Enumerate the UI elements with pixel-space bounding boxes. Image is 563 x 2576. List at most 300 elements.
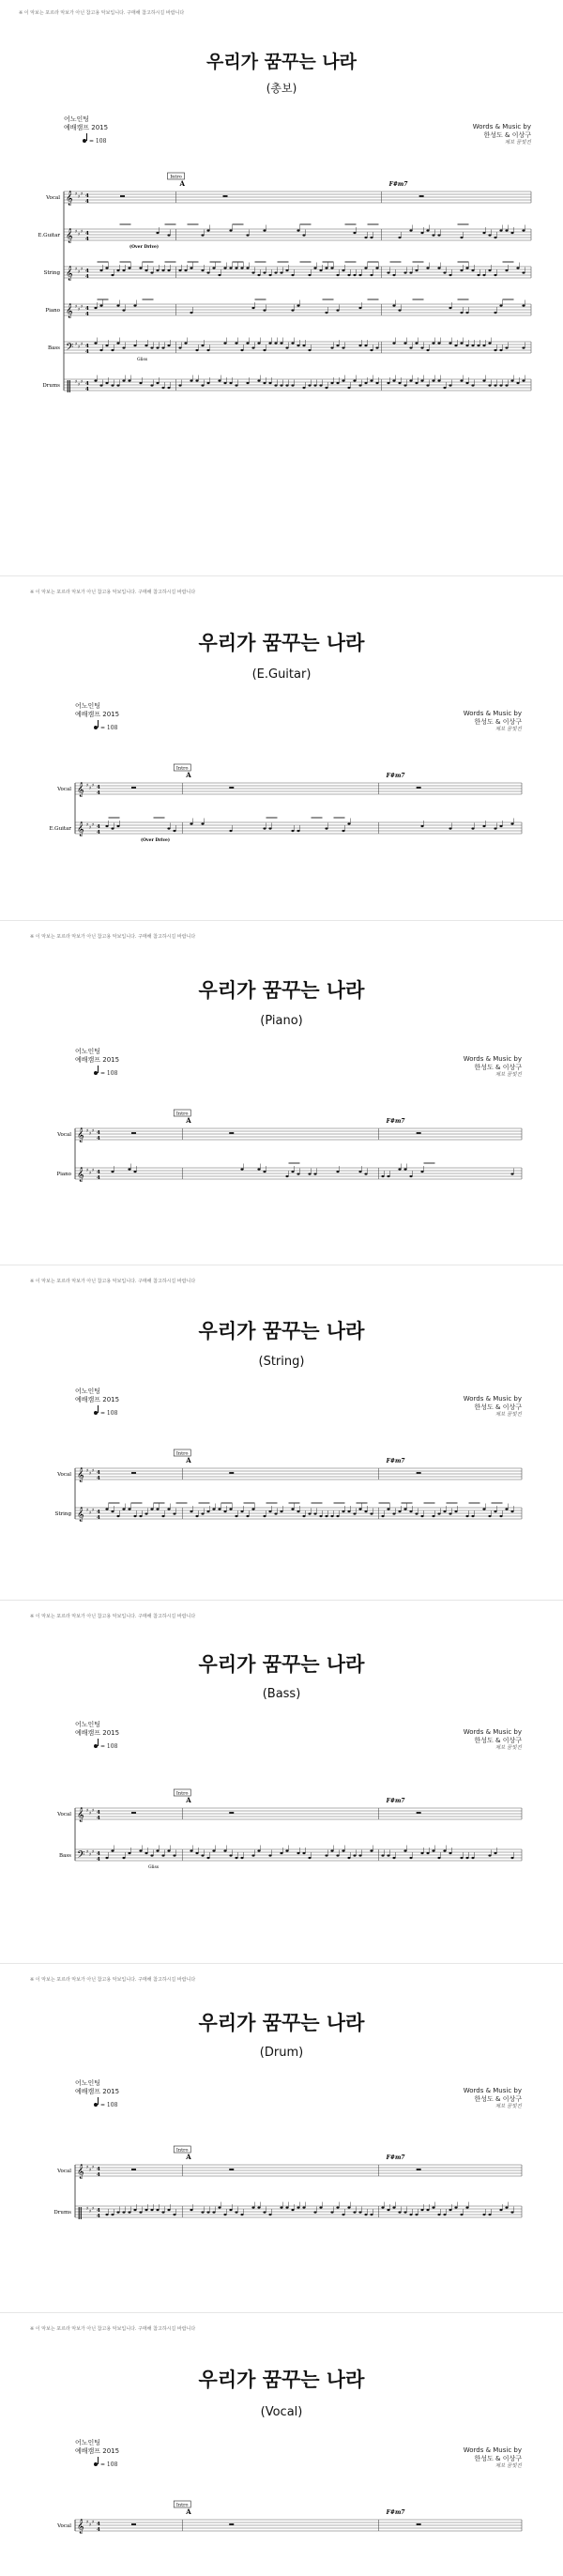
sharp-icon: ♯ [75, 192, 78, 197]
note-head [336, 274, 339, 276]
quarter-note-icon [94, 1071, 98, 1075]
note-head [122, 379, 125, 381]
note-head [403, 1168, 406, 1170]
arranger: 채보 꿈빛진 [495, 1745, 522, 1751]
song-title: 우리가 꿈꾸는 나라 [198, 632, 365, 654]
time-signature: 4 [97, 1816, 100, 1821]
note-head [308, 349, 311, 351]
sharp-icon: ♯ [89, 1811, 92, 1817]
note-head [240, 2214, 243, 2216]
note-head [229, 2209, 232, 2211]
note-head [99, 269, 102, 271]
tempo-marking [94, 2102, 117, 2108]
copyright-notice: ※ 이 악보는 포르라 악보가 아닌 참고용 악보입니다. 구매해 참고하시길 바랍니다 [30, 1614, 196, 1619]
note-head [415, 2214, 418, 2216]
note-head [358, 1171, 361, 1173]
time-signature: 4 [97, 824, 100, 830]
time-signature: 4 [97, 2527, 100, 2533]
treble-clef-icon: 𝄞 [66, 267, 73, 281]
note-head [319, 269, 322, 271]
treble-clef-icon: ‖ [66, 379, 72, 393]
note-head [510, 1857, 513, 1859]
note-head [150, 1508, 153, 1510]
album-name: 어노인팅 [75, 1388, 101, 1395]
note-head [285, 269, 288, 271]
note-head [325, 1515, 327, 1517]
time-signature: 4 [97, 2208, 100, 2214]
credits-line1: Words & Music by [463, 1055, 522, 1063]
album-info [75, 1388, 119, 1404]
note-head [190, 267, 192, 268]
staff-label: Drums [53, 2210, 71, 2216]
note-head [381, 1515, 384, 1517]
note-head [268, 382, 271, 384]
note-head [409, 2214, 412, 2216]
note-head [257, 2206, 260, 2208]
note-head [111, 274, 114, 276]
svg-text:Intro: Intro [175, 1111, 189, 1117]
note-head [133, 1515, 136, 1517]
note-head [477, 274, 479, 276]
note-head [257, 1168, 260, 1170]
note-head [246, 1515, 249, 1517]
note-head [257, 274, 260, 276]
note-head [370, 379, 373, 381]
sharp-icon: ♯ [89, 1171, 92, 1176]
arranger: 채보 꿈빛진 [495, 1072, 522, 1078]
note-head [156, 1508, 159, 1510]
note-head [223, 342, 226, 344]
time-signature: 4 [97, 785, 100, 790]
note-head [268, 274, 271, 276]
note-head [195, 1515, 198, 1517]
svg-text:Intro: Intro [175, 1450, 189, 1457]
note-head [263, 382, 266, 384]
note-head [251, 1508, 254, 1510]
note-head [308, 1857, 311, 1859]
note-head [494, 1510, 496, 1512]
sharp-icon: ♯ [92, 1508, 95, 1513]
note-head [488, 384, 491, 386]
note-head [454, 2206, 457, 2208]
note-head [263, 309, 266, 311]
sharp-icon: ♯ [75, 342, 78, 347]
note-head [415, 342, 418, 344]
album-name: 어노인팅 [75, 702, 101, 710]
note-head [291, 309, 294, 311]
note-head [358, 1508, 361, 1510]
note-head [285, 384, 288, 386]
note-head [111, 384, 114, 386]
note-head [499, 1515, 502, 1517]
note-head [122, 2211, 125, 2213]
note-head [432, 379, 434, 381]
note-head [336, 2206, 339, 2208]
note-head [353, 1854, 356, 1856]
sharp-icon: ♯ [89, 2522, 92, 2528]
sharp-icon: ♯ [92, 2206, 95, 2212]
arranger: 채보 꿈빛진 [495, 2104, 522, 2109]
time-signature: 4 [97, 1470, 100, 1476]
note-head [274, 342, 277, 344]
note-head [133, 2209, 136, 2211]
note-head [173, 2214, 175, 2216]
album-name: 어노인팅 [75, 1048, 101, 1055]
note-head [449, 342, 451, 344]
note-head [122, 309, 125, 311]
credits-line1: Words & Music by [463, 710, 522, 717]
staff-piano [56, 1163, 522, 1182]
album-year: 예배캠프 2015 [75, 1396, 120, 1403]
note-head [482, 379, 485, 381]
note-head [229, 830, 232, 832]
credits [464, 2087, 522, 2111]
note-head [465, 2206, 468, 2208]
note-head [167, 1508, 170, 1510]
note-head [347, 822, 350, 824]
staff-label: Bass [59, 1853, 71, 1859]
treble-clef-icon: ‖ [77, 2206, 84, 2220]
note-head [133, 1171, 136, 1173]
album-name: 어노인팅 [64, 115, 90, 123]
note-head [94, 342, 97, 344]
rest-icon [417, 2169, 421, 2170]
note-head [494, 384, 496, 386]
note-head [499, 825, 502, 827]
sharp-icon: ♯ [89, 1510, 92, 1516]
note-head [190, 1510, 192, 1512]
tempo-value: = 108 [100, 1743, 118, 1750]
time-signature: 4 [97, 790, 100, 796]
sharp-icon: ♯ [92, 2520, 95, 2525]
note-head [336, 1171, 339, 1173]
note-head [257, 1849, 260, 1851]
note-head [313, 2211, 316, 2213]
note-head [195, 379, 198, 381]
note-head [116, 1515, 119, 1517]
note-head [358, 384, 361, 386]
part-subtitle: (Bass) [262, 1687, 301, 1701]
note-head [522, 346, 525, 348]
note-head [409, 1175, 412, 1177]
chord-symbol: F#m7 [386, 2154, 405, 2161]
note-head [116, 269, 119, 271]
note-head [128, 1508, 130, 1510]
note-head [263, 229, 266, 231]
note-head [364, 345, 367, 346]
note-head [105, 2214, 108, 2216]
note-head [364, 1510, 367, 1512]
note-head [471, 1857, 474, 1859]
note-head [522, 379, 525, 381]
note-head [471, 269, 474, 271]
album-year: 예배캠프 2015 [75, 2088, 120, 2095]
note-head [206, 1857, 209, 1859]
note-head [173, 830, 175, 832]
sharp-icon: ♯ [89, 786, 92, 791]
note-head [285, 1175, 288, 1177]
part-subtitle: (Vocal) [260, 2405, 303, 2419]
note-head [156, 1849, 159, 1851]
tempo-value: = 108 [89, 138, 107, 145]
note-head [173, 1854, 175, 1856]
note-head [145, 345, 147, 346]
quarter-note-icon [94, 726, 98, 729]
note-head [387, 271, 389, 273]
staff-label: Vocal [57, 1132, 71, 1138]
note-head [499, 229, 502, 231]
note-head [392, 1512, 395, 1514]
note-head [488, 1854, 491, 1856]
note-head [505, 229, 508, 231]
note-head [111, 1510, 114, 1512]
note-head [268, 2214, 271, 2216]
note-head [201, 384, 204, 386]
note-head [460, 342, 463, 344]
note-head [370, 237, 373, 238]
album-year: 예배캠프 2015 [75, 2447, 120, 2455]
section-letter: A [186, 1796, 191, 1804]
note-head [471, 345, 474, 346]
section-letter: A [186, 1116, 191, 1125]
note-head [403, 271, 406, 273]
note-head [387, 1175, 389, 1177]
score-system [0, 171, 563, 434]
note-head [297, 830, 299, 832]
sharp-icon: ♯ [86, 1128, 89, 1134]
note-head [364, 237, 367, 238]
album-info [75, 2079, 119, 2096]
note-head [403, 2211, 406, 2213]
time-signature: 4 [85, 237, 89, 242]
part-subtitle: (총보) [266, 82, 297, 95]
album-name: 어노인팅 [75, 2079, 101, 2087]
note-head [133, 304, 136, 306]
album-year: 예배캠프 2015 [64, 124, 109, 131]
note-head [212, 1849, 215, 1851]
note-head [330, 267, 333, 268]
note-head [465, 1857, 468, 1859]
note-head [251, 1854, 254, 1856]
note-head [257, 379, 260, 381]
treble-clef-icon: 𝄞 [66, 304, 73, 318]
note-head [251, 307, 254, 309]
treble-clef-icon: 𝄞 [77, 2165, 84, 2179]
note-head [465, 382, 468, 384]
score-system [0, 2144, 563, 2264]
time-signature: 4 [97, 1130, 100, 1136]
staff-string [44, 262, 531, 281]
tempo-marking [94, 1410, 117, 1417]
note-head [122, 269, 125, 271]
note-head [105, 345, 108, 346]
time-signature: 4 [85, 193, 89, 199]
note-head [392, 274, 395, 276]
note-head [235, 1857, 237, 1859]
note-head [336, 1854, 339, 1856]
note-head [347, 274, 350, 276]
note-head [206, 349, 209, 351]
note-head [302, 2206, 305, 2208]
time-signature: 4 [97, 1476, 100, 1481]
note-head [449, 1512, 451, 1514]
note-head [297, 229, 299, 231]
note-head [291, 2209, 294, 2211]
note-head [494, 312, 496, 314]
note-head [330, 1515, 333, 1517]
staff-vocal [56, 2520, 522, 2534]
note-head [190, 379, 192, 381]
note-head [156, 346, 159, 348]
sharp-icon: ♯ [86, 1468, 89, 1474]
note-head [381, 1175, 384, 1177]
tempo-value: = 108 [100, 2461, 118, 2468]
note-head [449, 1852, 451, 1854]
note-head [330, 1849, 333, 1851]
staff-piano [45, 299, 531, 318]
note-head [268, 342, 271, 344]
note-head [178, 269, 181, 271]
note-head [235, 2211, 237, 2213]
note-head [347, 1510, 350, 1512]
note-head [161, 387, 164, 389]
song-title: 우리가 꿈꾸는 나라 [198, 979, 365, 1002]
note-head [212, 2211, 215, 2213]
note-head [482, 345, 485, 346]
song-title: 우리가 꿈꾸는 나라 [198, 2012, 365, 2034]
staff-label: Vocal [46, 195, 60, 201]
time-signature: 4 [85, 231, 89, 237]
sharp-icon: ♯ [92, 1168, 95, 1173]
time-signature: 4 [97, 1851, 100, 1857]
note-head [223, 1510, 226, 1512]
note-head [370, 2214, 373, 2216]
note-head [240, 1168, 243, 1170]
note-head [285, 1849, 288, 1851]
note-head [460, 237, 463, 238]
page-separator [0, 1600, 563, 1601]
tempo-marking [94, 725, 117, 731]
note-head [218, 2206, 221, 2208]
note-head [488, 2214, 491, 2216]
page-separator [0, 920, 563, 921]
note-head [201, 822, 204, 824]
note-head [285, 346, 288, 348]
note-head [161, 1854, 164, 1856]
note-head [420, 379, 423, 381]
note-head [302, 345, 305, 346]
note-head [471, 384, 474, 386]
note-head [251, 271, 254, 273]
note-head [167, 269, 170, 271]
quarter-note-icon [94, 2103, 98, 2107]
note-head [223, 2214, 226, 2216]
note-head [364, 2214, 367, 2216]
note-head [201, 1512, 204, 1514]
note-head [330, 2211, 333, 2213]
note-head [420, 1171, 423, 1173]
note-head [387, 1854, 389, 1856]
time-signature: 4 [97, 2214, 100, 2219]
note-head [122, 1508, 125, 1510]
note-head [201, 1854, 204, 1856]
note-head [206, 382, 209, 384]
sharp-icon: ♯ [86, 1508, 89, 1513]
staff-drums [53, 2202, 522, 2221]
tempo-value: = 108 [100, 1070, 118, 1077]
note-head [274, 1512, 277, 1514]
sharp-icon: ♯ [75, 304, 78, 310]
note-head [223, 382, 226, 384]
rest-icon [417, 1132, 421, 1134]
note-head [488, 234, 491, 236]
note-head [494, 349, 496, 351]
note-head [128, 267, 130, 268]
note-head [319, 384, 322, 386]
guitar-effect-text: (Over Drive) [129, 245, 160, 250]
note-head [229, 1854, 232, 1856]
note-head [471, 1515, 474, 1517]
sharp-icon: ♯ [92, 2165, 95, 2170]
note-head [353, 232, 356, 234]
note-head [308, 274, 311, 276]
note-head [150, 271, 153, 273]
note-head [347, 387, 350, 389]
note-head [510, 822, 513, 824]
note-head [280, 1852, 282, 1854]
note-head [133, 345, 136, 346]
note-head [150, 346, 153, 348]
note-head [285, 2206, 288, 2208]
note-head [510, 232, 513, 234]
sharp-icon: ♯ [78, 345, 81, 350]
album-year: 예배캠프 2015 [75, 1056, 120, 1064]
note-head [184, 342, 187, 344]
note-head [510, 379, 513, 381]
note-head [229, 382, 232, 384]
note-head [370, 1512, 373, 1514]
rest-icon [131, 787, 136, 789]
staff-bass [48, 338, 531, 363]
note-head [415, 1512, 418, 1514]
note-head [437, 1512, 440, 1514]
rest-icon [229, 787, 234, 789]
copyright-notice: ※ 이 악보는 포르라 악보가 아닌 참고용 악보입니다. 구매해 참고하시길 바랍니다 [30, 2326, 196, 2332]
score-system [0, 762, 563, 879]
note-head [353, 379, 356, 381]
note-head [437, 342, 440, 344]
tempo-value: = 108 [100, 725, 118, 731]
quarter-note-icon [94, 1744, 98, 1748]
note-head [145, 2209, 147, 2211]
copyright-notice: ※ 이 악보는 포르라 악보가 아닌 참고용 악보입니다. 구매해 참고하시길 바랍니다 [30, 934, 196, 940]
section-letter: A [186, 2153, 191, 2161]
note-head [426, 384, 429, 386]
arranger: 채보 꿈빛진 [495, 2463, 522, 2469]
note-head [392, 2206, 395, 2208]
note-head [184, 269, 187, 271]
part-subtitle: (E.Guitar) [251, 667, 312, 682]
note-head [297, 345, 299, 346]
note-head [465, 345, 468, 346]
credits-line2: 한성도 & 이상구 [474, 717, 522, 726]
note-head [522, 271, 525, 273]
rest-icon [131, 2169, 136, 2170]
note-head [443, 1510, 446, 1512]
chord-symbol: F#m7 [386, 1458, 405, 1464]
arranger: 채보 꿈빛진 [495, 1412, 522, 1418]
time-signature: 4 [85, 274, 89, 280]
